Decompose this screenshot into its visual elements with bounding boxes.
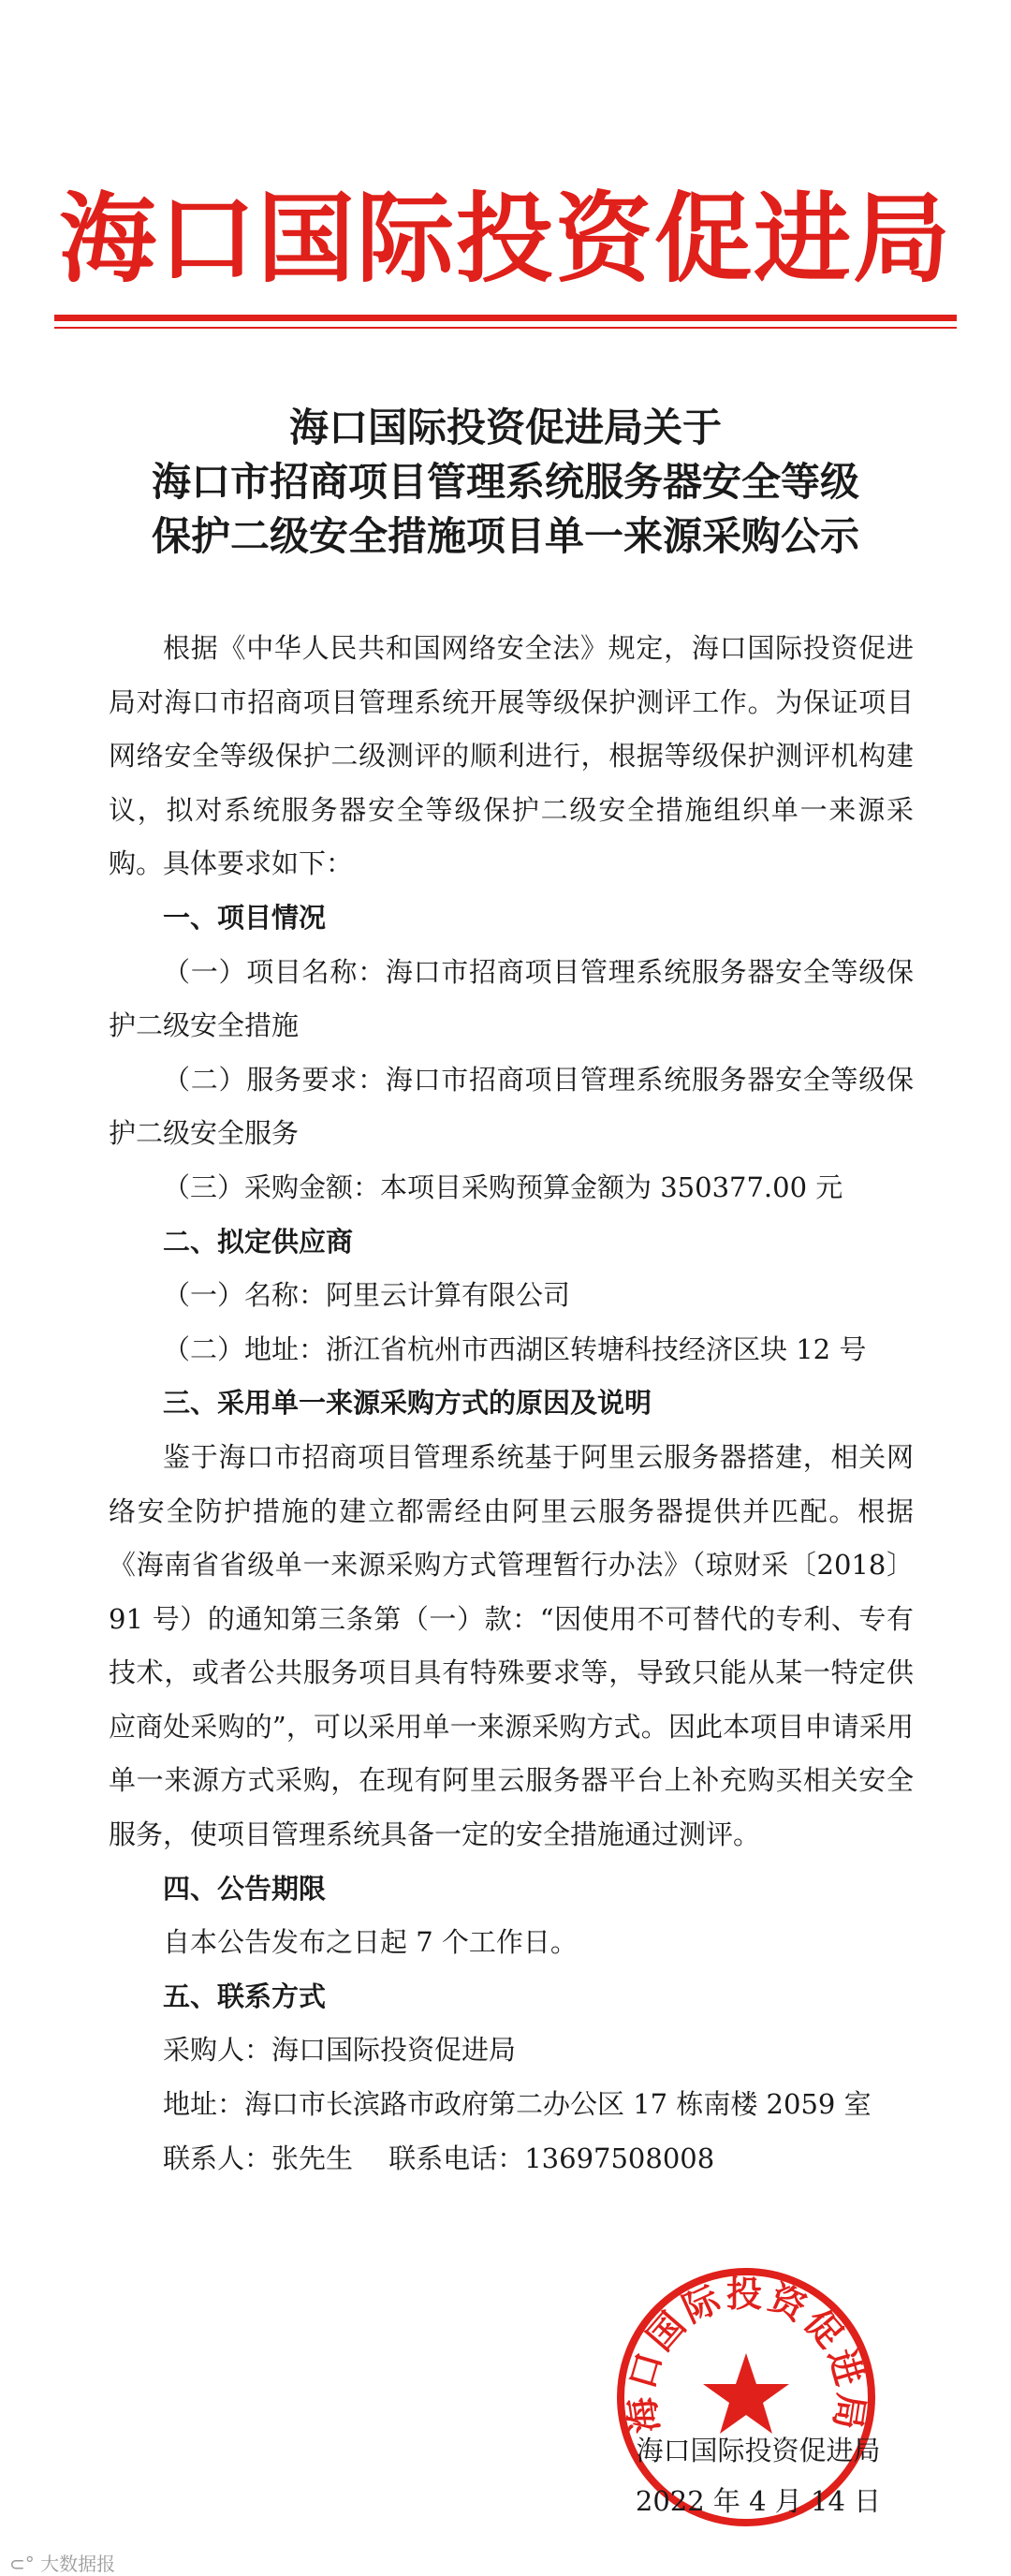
section-2-item-2: （二）地址：浙江省杭州市西湖区转塘科技经济区块 12 号 [163, 1332, 867, 1365]
address-line: 地址：海口市长滨路市政府第二办公区 17 栋南楼 2059 室 [163, 2088, 872, 2121]
title-line-1: 海口国际投资促进局关于 [288, 405, 722, 450]
masthead-rule-thin [54, 327, 957, 329]
section-1-item-3: （三）采购金额：本项目采购预算金额为 350377.00 元 [163, 1170, 843, 1203]
intro-paragraph: 根据《中华人民共和国网络安全法》规定，海口国际投资促进局对海口市招商项目管理系统开展等级保护测评工作。为保证项目网络安全等级保护二级测评的顺利进行，根据等级保护测评机构建议，拟对系统服务器安全等级保护二级安全措施组织单一来源采购。具体要求如下： [109, 632, 914, 880]
masthead-rule-thick [54, 315, 957, 321]
section-1-item-1: （一）项目名称：海口市招商项目管理系统服务器安全等级保护二级安全措施 [109, 955, 914, 1042]
watermark-text: 大数据报 [40, 2553, 116, 2575]
seal-text: 海口国际投资促进局 [620, 2273, 872, 2436]
buyer-line: 采购人：海口国际投资促进局 [163, 2034, 517, 2067]
section-4-heading: 四、公告期限 [163, 1872, 327, 1905]
contact-line: 联系人：张先生 联系电话：13697508008 [163, 2142, 715, 2174]
document-body [109, 622, 914, 2186]
section-4-body: 自本公告发布之日起 7 个工作日。 [163, 1926, 578, 1959]
section-1-heading: 一、项目情况 [163, 901, 327, 934]
title-line-2: 海口市招商项目管理系统服务器安全等级 [151, 459, 859, 505]
signature-date: 2022 年 4 月 14 日 [635, 2485, 882, 2517]
signature-block [590, 2425, 927, 2526]
section-5-heading: 五、联系方式 [163, 1980, 327, 2012]
section-3-body: 鉴于海口市招商项目管理系统基于阿里云服务器搭建，相关网络安全防护措施的建立都需经由阿里云服务器提供并匹配。根据《海南省省级单一来源采购方式管理暂行办法》（琼财采〔2018〕91 号）的通知第三条第（一）款：“因使用不可替代的专利、专有技术，或者公共服务项目具有特殊要求等，导致只能从某一特定供应商处采购的”，可以采用单一来源采购方式。因此本项目申请采用单一来源方式采购，在现有阿里云服务器平台上补充购买相关安全服务，使项目管理系统具备一定的安全措施通过测评。 [109, 1440, 914, 1851]
section-3-heading: 三、采用单一来源采购方式的原因及说明 [163, 1387, 652, 1420]
watermark-logo-icon: ⊂° [9, 2553, 35, 2575]
document-title [56, 401, 955, 564]
section-2-item-1: （一）名称：阿里云计算有限公司 [163, 1279, 571, 1312]
title-line-3: 保护二级安全措施项目单一来源采购公示 [151, 513, 859, 559]
masthead-title: 海口国际投资促进局 [58, 182, 952, 296]
watermark [9, 2549, 115, 2576]
signature-org: 海口国际投资促进局 [636, 2435, 881, 2466]
section-2-heading: 二、拟定供应商 [163, 1225, 354, 1258]
section-1-item-2: （二）服务要求：海口市招商项目管理系统服务器安全等级保护二级安全服务 [109, 1063, 914, 1150]
